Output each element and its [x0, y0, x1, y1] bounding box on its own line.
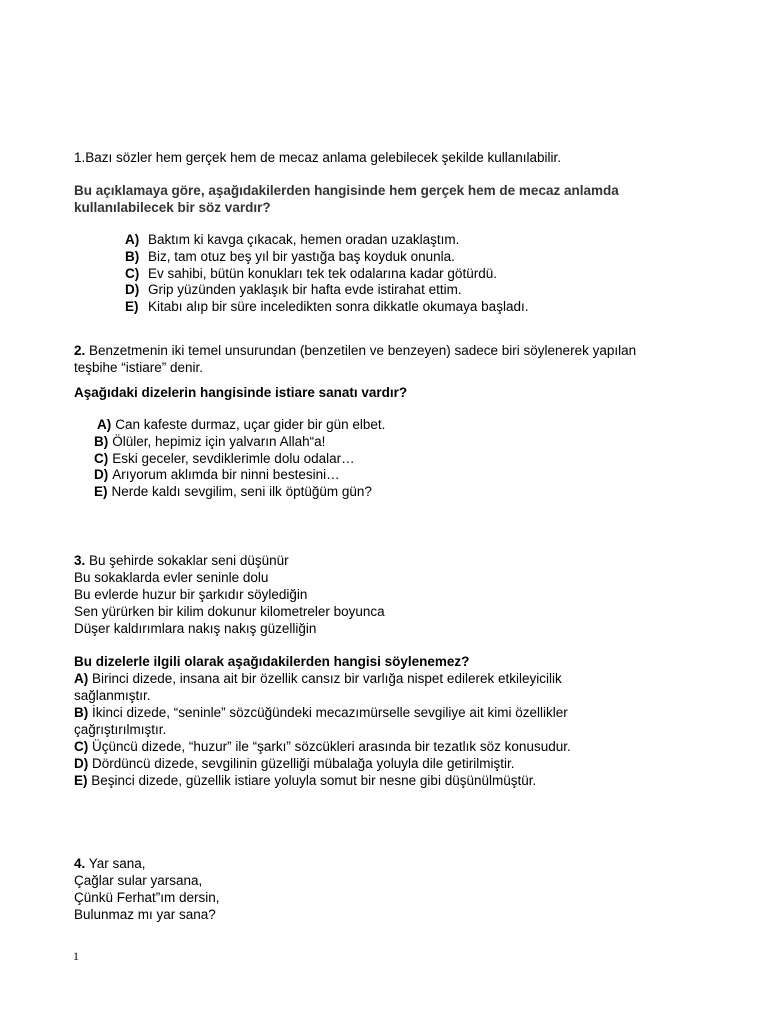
q3-option-d: [74, 755, 728, 772]
q2-number: 2.: [74, 343, 86, 358]
q4-poem-line: Bulunmaz mı yar sana?: [74, 907, 216, 922]
q1-stem: [74, 149, 728, 166]
q3-poem-line: Bu şehirde sokaklar seni düşünür: [89, 553, 289, 568]
option-letter: A): [74, 671, 89, 686]
q1-options: [125, 232, 728, 316]
option-letter: E): [125, 299, 139, 315]
q3-option-e: [74, 772, 728, 789]
option-text: Dördüncü dizede, sevgilinin güzelliği mübalağa yoluyla dile getirilmiştir.: [92, 756, 515, 771]
option-letter: B): [94, 433, 109, 449]
option-text: İkinci dizede, “seninle” sözcüğündeki mecazımürselle sevgiliye ait kimi özellikler: [92, 705, 568, 720]
option-letter: B): [125, 248, 140, 264]
q2-option-c: [94, 451, 728, 468]
option-text: Arıyorum aklımda bir ninni bestesini…: [112, 467, 340, 483]
q4-poem: [74, 855, 728, 923]
option-text: Biz, tam otuz beş yıl bir yastığa baş koyduk onunla.: [148, 248, 455, 264]
option-text: Eski geceler, sevdiklerimle dolu odalar…: [112, 450, 355, 466]
q2-option-b: [94, 434, 728, 451]
option-letter: A): [97, 417, 112, 432]
q3-question-text: Bu dizelerle ilgili olarak aşağıdakilerden hangisi söylenemez?: [74, 654, 470, 669]
q1-option-b: [125, 249, 728, 266]
q2-option-e: [94, 484, 728, 501]
option-text: Birinci dizede, insana ait bir özellik cansız bir varlığa nispet edilerek etkileyicilik: [92, 671, 562, 686]
q3-poem-line: Sen yürürken bir kilim dokunur kilometreler boyunca: [74, 604, 385, 619]
option-text: Üçüncü dizede, “huzur” ile “şarkı” sözcükleri arasında bir tezatlık söz konusudur.: [92, 739, 571, 754]
option-letter: C): [94, 450, 109, 466]
q2-options: [94, 417, 728, 501]
option-letter: E): [94, 484, 108, 500]
option-text: Nerde kaldı sevgilim, seni ilk öptüğüm gün?: [111, 484, 372, 500]
option-text-cont: sağlanmıştır.: [74, 688, 151, 703]
option-text: Grip yüzünden yaklaşık bir hafta evde istirahat ettim.: [148, 282, 462, 298]
q2-question-text: Aşağıdaki dizelerin hangisinde istiare sanatı vardır?: [74, 385, 408, 400]
q4-poem-line: Yar sana,: [88, 856, 146, 871]
option-letter: D): [125, 282, 140, 298]
q2-stem: [74, 342, 728, 376]
q1-option-c: [125, 266, 728, 283]
q3-poem-line: Bu sokaklarda evler seninle dolu: [74, 570, 269, 585]
q2-option-d: [94, 467, 728, 484]
option-text-cont: çağrıştırılmıştır.: [74, 722, 167, 737]
q1-question-line1: Bu açıklamaya göre, aşağıdakilerden hangisinde hem gerçek hem de mecaz anlamda: [74, 183, 619, 198]
option-letter: D): [94, 467, 109, 483]
option-letter: D): [74, 756, 89, 771]
option-letter: C): [125, 265, 140, 281]
q3-poem-line: Bu evlerde huzur bir şarkıdır söylediğin: [74, 587, 308, 602]
q3-number: 3.: [74, 553, 86, 568]
option-text: Ölüler, hepimiz için yalvarın Allah“a!: [112, 433, 326, 449]
option-text: Kitabı alıp bir süre inceledikten sonra dikkatle okumaya başladı.: [148, 299, 529, 315]
q2-stem-line1: Benzetmenin iki temel unsurundan (benzetilen ve benzeyen) sadece biri söylenerek yapılan: [89, 343, 637, 358]
q2-stem-line2: teşbihe “istiare” denir.: [74, 360, 204, 375]
q1-option-e: [125, 299, 728, 316]
q1-option-a: [125, 232, 728, 249]
q4-number: 4.: [74, 856, 86, 871]
q1-question-line2: kullanılabilecek bir söz vardır?: [74, 200, 271, 215]
q3-option-b: [74, 704, 728, 721]
option-letter: C): [74, 739, 89, 754]
option-letter: E): [74, 773, 88, 788]
q3-option-a: [74, 670, 728, 687]
option-letter: A): [125, 232, 140, 247]
q3-question: [74, 653, 728, 670]
option-text: Beşinci dizede, güzellik istiare yoluyla somut bir nesne gibi düşünülmüştür.: [91, 773, 537, 788]
q3-options: [74, 670, 728, 789]
option-letter: B): [74, 705, 89, 720]
page-number: 1: [73, 949, 79, 963]
q1-question: [74, 182, 728, 216]
q2-question: [74, 384, 728, 401]
q4-poem-line: Çünkü Ferhat”ım dersin,: [74, 890, 220, 905]
option-text: Baktım ki kavga çıkacak, hemen oradan uzaklaştım.: [148, 232, 460, 247]
q4-poem-line: Çağlar sular yarsana,: [74, 873, 203, 888]
q1-stem-text: 1.Bazı sözler hem gerçek hem de mecaz anlama gelebilecek şekilde kullanılabilir.: [74, 150, 561, 165]
q1-option-d: [125, 282, 728, 299]
option-text: Ev sahibi, bütün konukları tek tek odalarına kadar götürdü.: [148, 265, 497, 281]
option-text: Can kafeste durmaz, uçar gider bir gün elbet.: [115, 417, 386, 432]
q2-option-a: [94, 417, 728, 434]
q3-poem-line: Düşer kaldırımlara nakış nakış güzelliğin: [74, 621, 317, 636]
q3-poem: [74, 552, 728, 637]
q3-option-c: [74, 738, 728, 755]
